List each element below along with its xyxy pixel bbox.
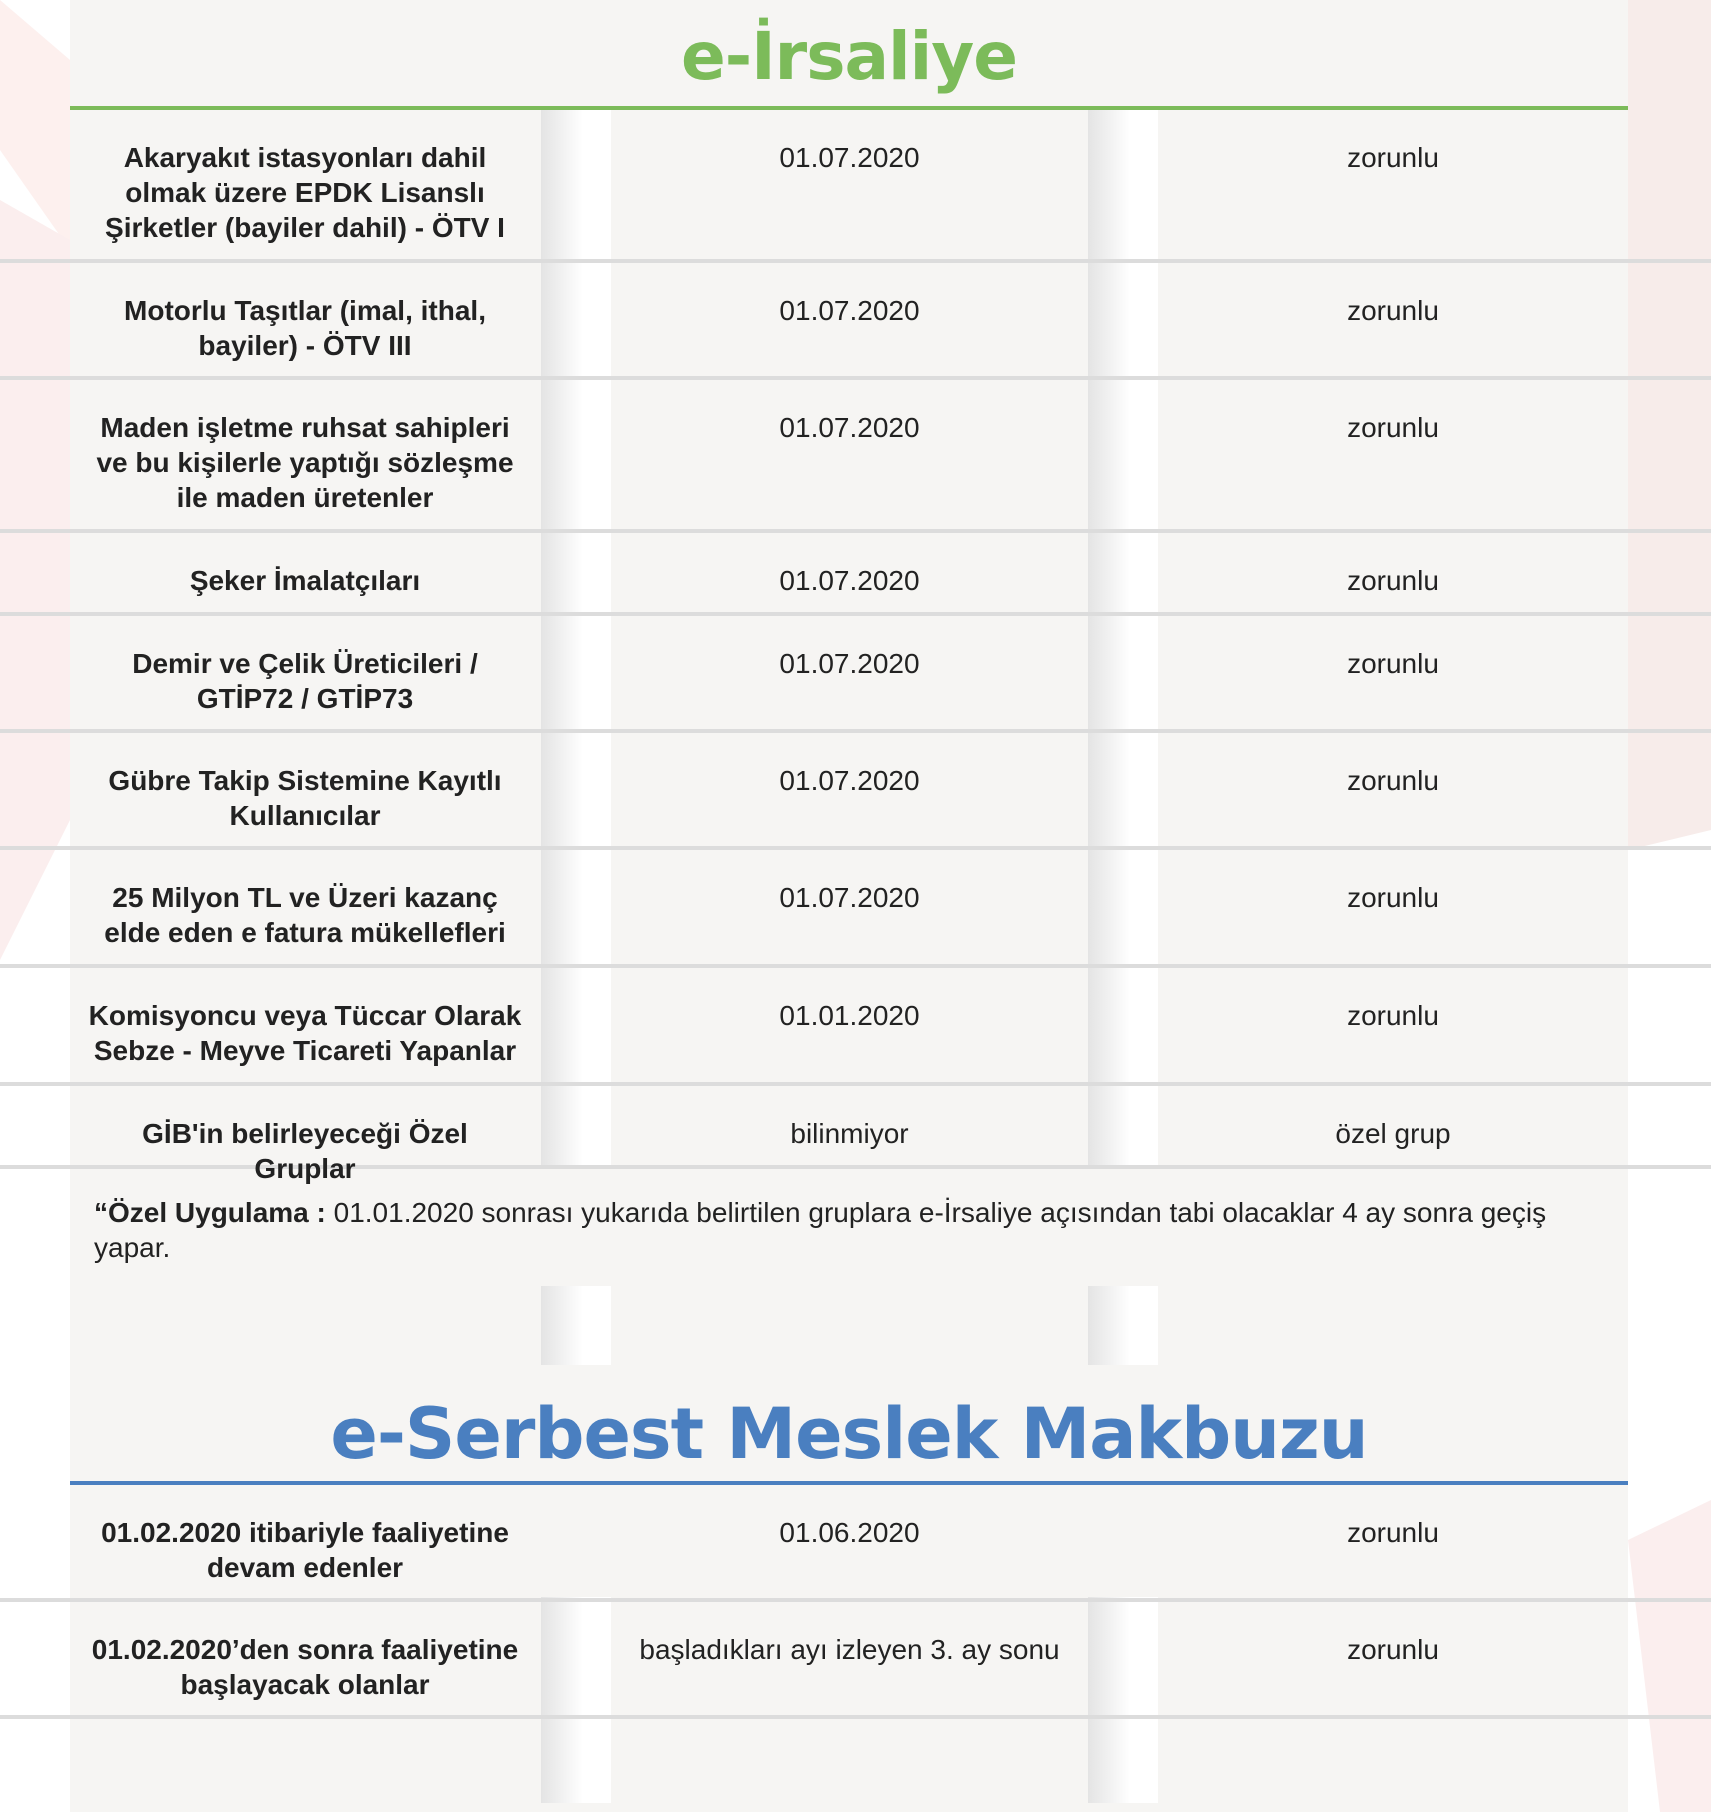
group-cell: Komisyoncu veya Tüccar Olarak Sebze - Meyve Ticareti Yapanlar [88,1000,522,1066]
status-cell: zorunlu [1347,412,1439,443]
date-cell: 01.07.2020 [779,765,920,796]
special-application-note [94,1195,1594,1265]
group-cell: Demir ve Çelik Üreticileri / GTİP72 / GTİP73 [132,648,478,714]
group-cell: Maden işletme ruhsat sahipleri ve bu kişilerle yaptığı sözleşme ile maden üretenler [96,412,514,513]
group-cell: GİB'in belirleyeceği Özel Gruplar [142,1118,468,1184]
date-cell: 01.07.2020 [779,412,920,443]
note-label: “Özel Uygulama : [94,1197,326,1228]
table-row [0,380,1711,533]
table-row [0,850,1711,968]
date-cell: 01.06.2020 [779,1517,920,1548]
section-title-e-irsaliye: e-İrsaliye [680,18,1018,95]
table-row [0,263,1711,380]
group-cell: 25 Milyon TL ve Üzeri kazanç elde eden e fatura mükellefleri [104,882,506,948]
group-cell: Şeker İmalatçıları [189,565,421,596]
date-cell: 01.07.2020 [779,142,920,173]
group-cell: Gübre Takip Sistemine Kayıtlı Kullanıcılar [108,765,502,831]
date-cell: başladıkları ayı izleyen 3. ay sonu [639,1634,1060,1665]
group-cell: Motorlu Taşıtlar (imal, ithal, bayiler) - ÖTV III [124,295,486,361]
date-cell: 01.07.2020 [779,648,920,679]
table-row [0,533,1711,616]
status-cell: zorunlu [1347,142,1439,173]
table-row [0,616,1711,733]
date-cell: 01.07.2020 [779,565,920,596]
status-cell: zorunlu [1347,1634,1439,1665]
status-cell: zorunlu [1347,648,1439,679]
status-cell: zorunlu [1347,1517,1439,1548]
note-text: 01.01.2020 sonrası yukarıda belirtilen gruplara e-İrsaliye açısından tabi olacaklar 4 ay sonra geçiş yapar. [94,1197,1547,1263]
date-cell: bilinmiyor [790,1118,909,1149]
status-cell: zorunlu [1347,295,1439,326]
table-row [0,1086,1711,1184]
date-cell: 01.07.2020 [779,882,920,913]
status-cell: zorunlu [1347,882,1439,913]
status-cell: zorunlu [1347,1000,1439,1031]
group-cell: 01.02.2020 itibariyle faaliyetine devam edenler [101,1517,509,1583]
date-cell: 01.01.2020 [779,1000,920,1031]
status-cell: zorunlu [1347,565,1439,596]
table-row [0,110,1711,263]
status-cell: zorunlu [1347,765,1439,796]
date-cell: 01.07.2020 [779,295,920,326]
table-row [0,968,1711,1086]
e-smm-table [0,1485,1711,1719]
status-cell: özel grup [1335,1118,1451,1149]
group-cell: 01.02.2020’den sonra faaliyetine başlayacak olanlar [91,1634,519,1700]
group-cell: Akaryakıt istasyonları dahil olmak üzere EPDK Lisanslı Şirketler (bayiler dahil) - ÖTV I [105,142,505,243]
table-row [0,733,1711,850]
section-title-e-serbest-meslek-makbuzu: e-Serbest Meslek Makbuzu [330,1393,1368,1475]
table-row [0,1602,1711,1719]
e-irsaliye-table [0,110,1711,1184]
table-row [0,1485,1711,1602]
